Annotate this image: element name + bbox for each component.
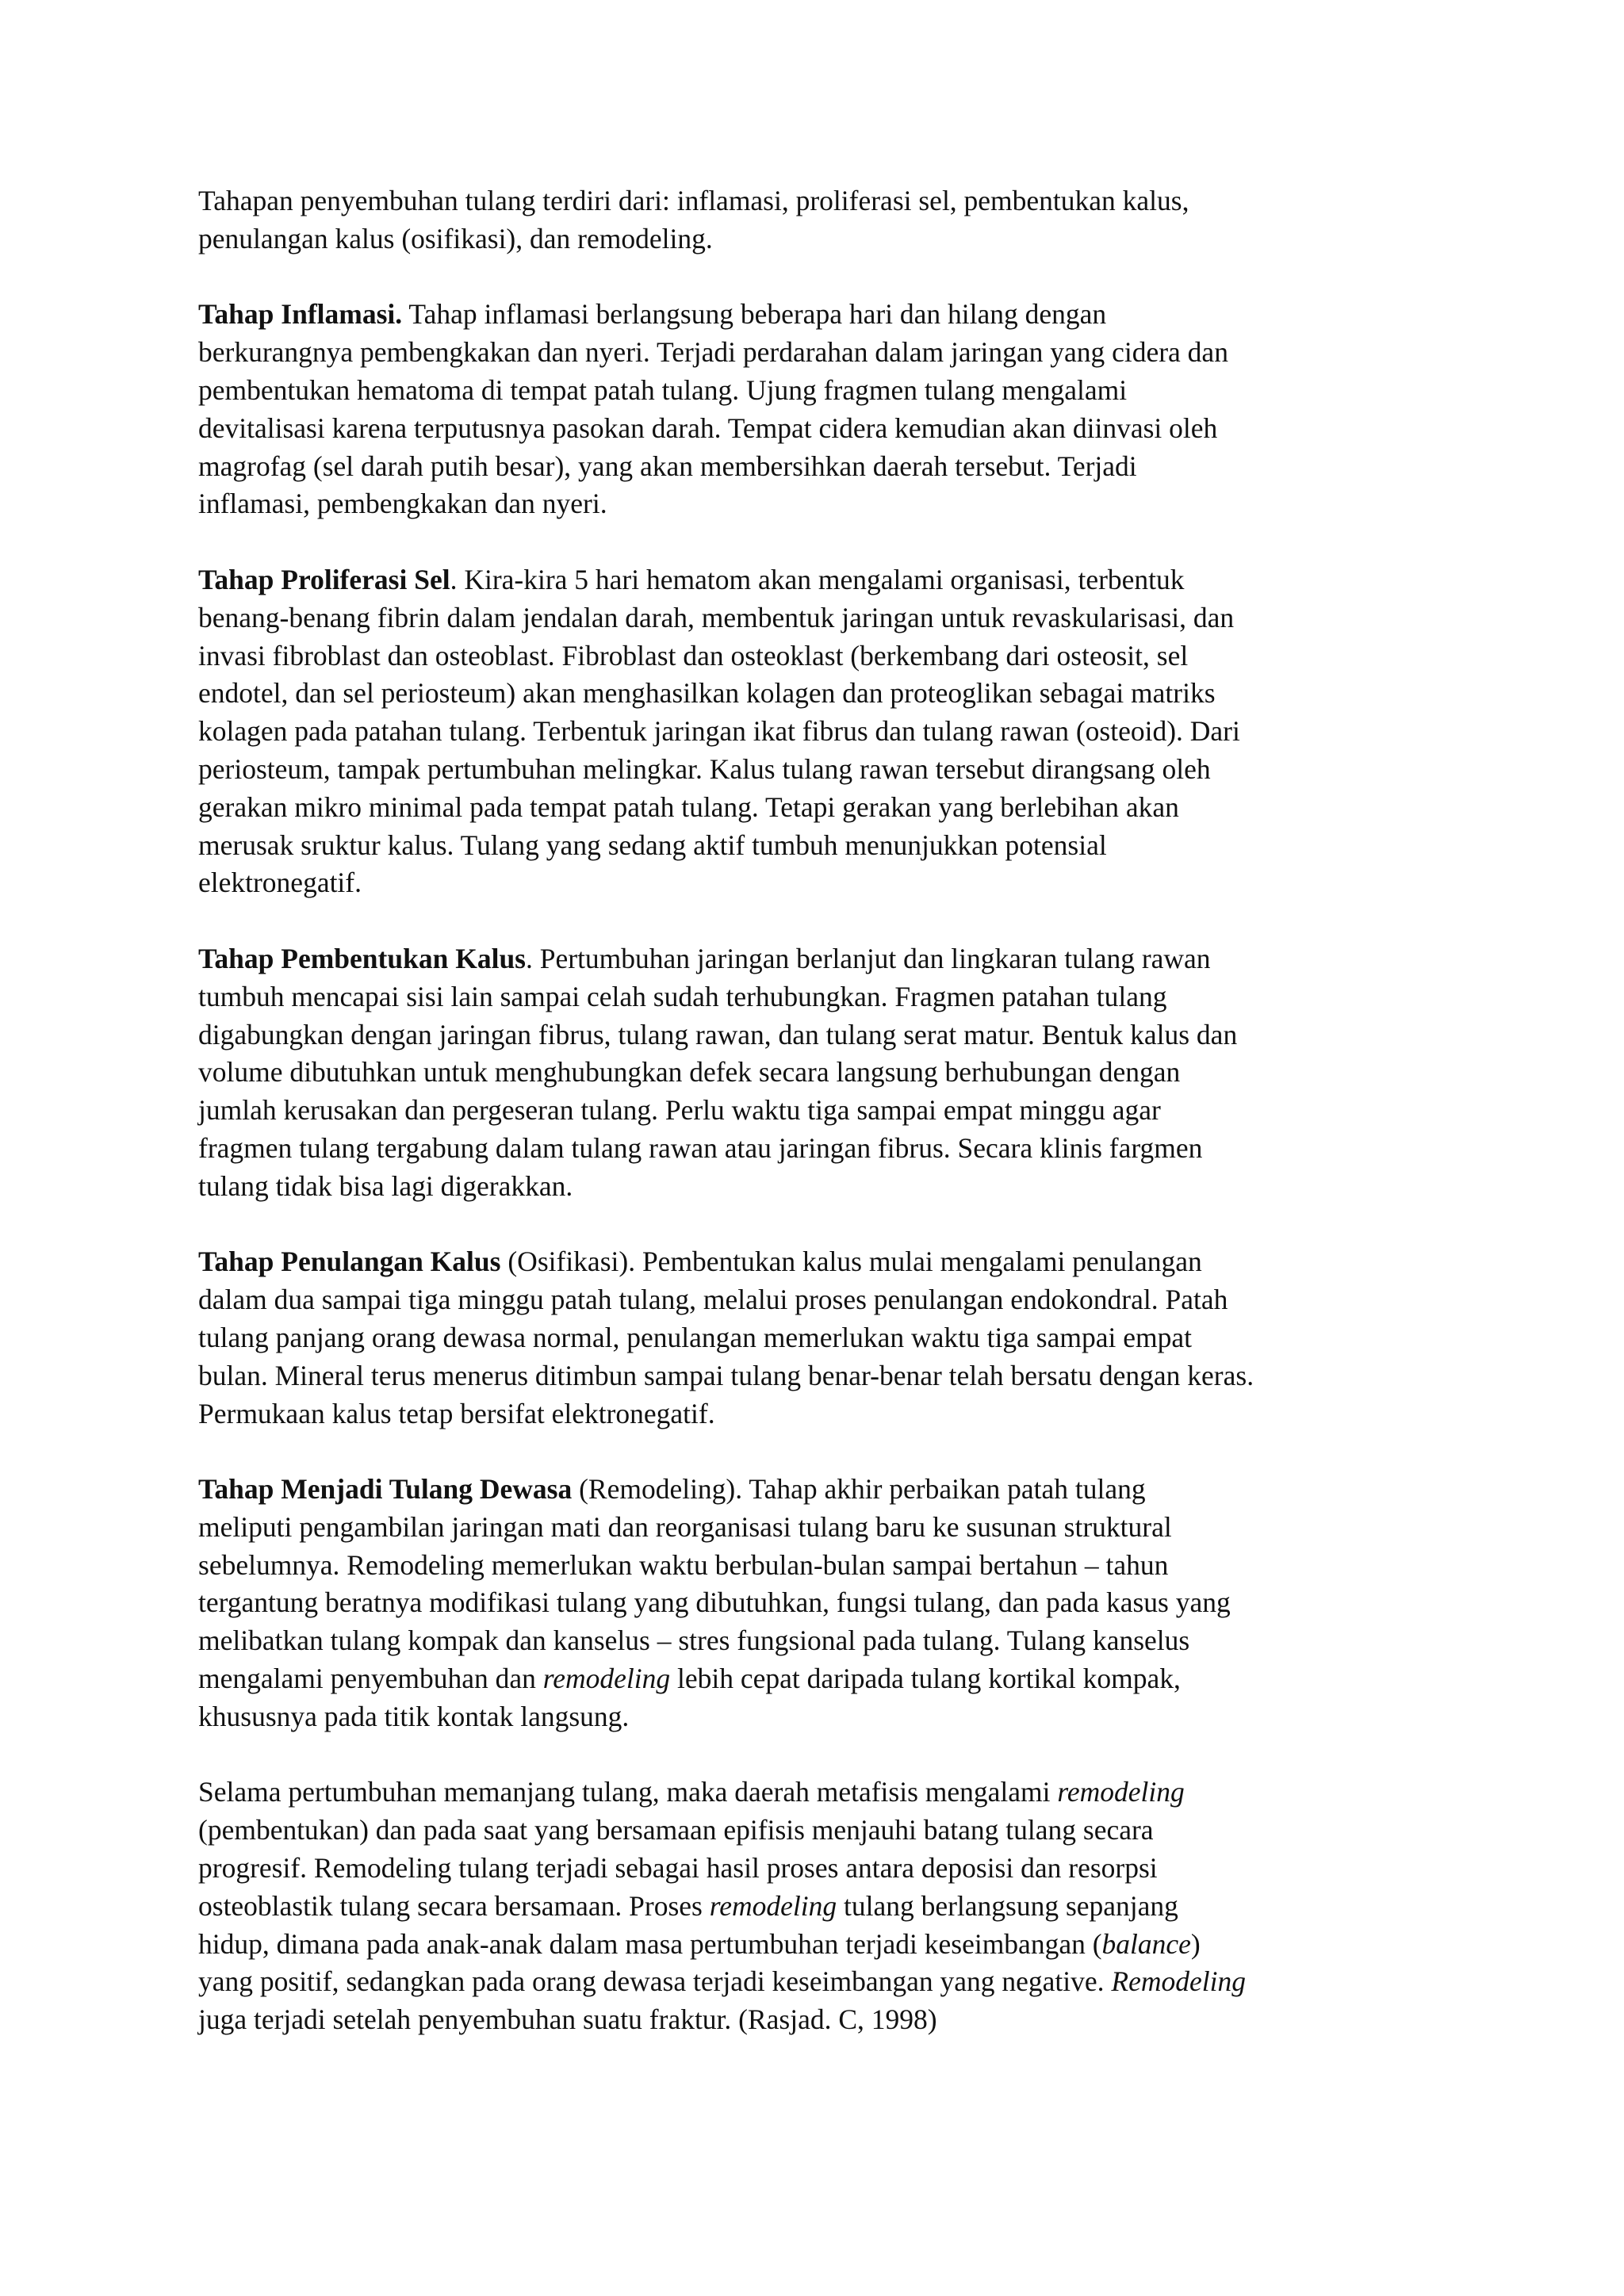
remodeling-body-part-2: lebih cepat daripada tulang kortikal kompak, khususnya pada titik kontak langsung. — [198, 1663, 1181, 1732]
closing-text-3: tulang berlangsung sepanjang hidup, dimana pada anak-anak dalam masa pertumbuhan terjadi keseimbangan ( — [198, 1889, 1178, 1960]
inflamasi-heading: Tahap Inflamasi. — [198, 298, 403, 331]
closing-italic-3: balance — [1101, 1927, 1191, 1960]
remodeling-paragraph — [198, 1471, 1447, 1736]
closing-text-1: Selama pertumbuhan memanjang tulang, maka daerah metafisis mengalami — [198, 1776, 1058, 1808]
proliferasi-heading: Tahap Proliferasi Sel — [198, 563, 450, 595]
penulangan-kalus-heading: Tahap Penulangan Kalus — [198, 1246, 501, 1278]
pembentukan-kalus-paragraph — [198, 940, 1447, 1206]
proliferasi-paragraph — [198, 561, 1447, 902]
pembentukan-kalus-heading: Tahap Pembentukan Kalus — [198, 942, 526, 974]
inflamasi-body: Tahap inflamasi berlangsung beberapa hari dan hilang dengan berkurangnya pembengkakan dan nyeri. Terjadi perdarahan dalam jaringan yang cidera dan pembentukan hematoma di tempat patah tulang. Ujung fragmen tulang mengalami devitalisasi karena terputusnya pasokan darah. Tempat cidera kemudian akan diinvasi oleh magrofag (sel darah putih besar), yang akan membersihkan daerah tersebut. Terjadi inflamasi, pembengkakan dan nyeri. — [198, 298, 1228, 520]
closing-italic-2: remodeling — [709, 1889, 837, 1922]
penulangan-kalus-body: (Osifikasi). Pembentukan kalus mulai mengalami penulangan dalam dua sampai tiga minggu patah tulang, melalui proses penulangan endokondral. Patah tulang panjang orang dewasa normal, penulangan memerlukan waktu tiga sampai empat bulan. Mineral terus menerus ditimbun sampai tulang benar-benar telah bersatu dengan keras. Permukaan kalus tetap bersifat elektronegatif. — [198, 1246, 1254, 1429]
remodeling-body-part-1: (Remodeling). Tahap akhir perbaikan patah tulang meliputi pengambilan jaringan mati dan reorganisasi tulang baru ke susunan struktural sebelumnya. Remodeling memerlukan waktu berbulan-bulan sampai bertahun – tahun tergantung beratnya modifikasi tulang yang dibutuhkan, fungsi tulang, dan pada kasus yang melibatkan tulang kompak dan kanselus – stres fungsional pada tulang. Tulang kanselus mengalami penyembuhan dan — [198, 1473, 1231, 1695]
closing-italic-4: Remodeling — [1111, 1965, 1246, 1998]
intro-text: Tahapan penyembuhan tulang terdiri dari: inflamasi, proliferasi sel, pembentukan kalus, penulangan kalus (osifikasi), dan remodeling. — [198, 185, 1189, 254]
intro-paragraph — [198, 182, 1447, 258]
closing-paragraph — [198, 1774, 1447, 2039]
closing-text-2: (pembentukan) dan pada saat yang bersamaan epifisis menjauhi batang tulang secara progresif. Remodeling tulang terjadi sebagai hasil proses antara deposisi dan resorpsi osteoblastik tulang secara bersamaan. Proses — [198, 1814, 1158, 1922]
pembentukan-kalus-body: . Pertumbuhan jaringan berlanjut dan lingkaran tulang rawan tumbuh mencapai sisi lain sampai celah sudah terhubungkan. Fragmen patahan tulang digabungkan dengan jaringan fibrus, tulang rawan, dan tulang serat matur. Bentuk kalus dan volume dibutuhkan untuk menghubungkan defek secara langsung berhubungan dengan jumlah kerusakan dan pergeseran tulang. Perlu waktu tiga sampai empat minggu agar fragmen tulang tergabung dalam tulang rawan atau jaringan fibrus. Secara klinis fargmen tulang tidak bisa lagi digerakkan. — [198, 942, 1238, 1202]
closing-italic-1: remodeling — [1057, 1776, 1185, 1808]
remodeling-heading: Tahap Menjadi Tulang Dewasa — [198, 1473, 573, 1506]
remodeling-italic-term: remodeling — [542, 1663, 671, 1695]
closing-text-4: ) yang positif, sedangkan pada orang dewasa terjadi keseimbangan yang negative. — [198, 1927, 1201, 1998]
inflamasi-paragraph — [198, 296, 1447, 523]
closing-text-5: juga terjadi setelah penyembuhan suatu fraktur. (Rasjad. C, 1998) — [198, 2003, 937, 2036]
proliferasi-body: . Kira-kira 5 hari hematom akan mengalami organisasi, terbentuk benang-benang fibrin dalam jendalan darah, membentuk jaringan untuk revaskularisasi, dan invasi fibroblast dan osteoblast. Fibroblast dan osteoklast (berkembang dari osteosit, sel endotel, dan sel periosteum) akan menghasilkan kolagen dan proteoglikan sebagai matriks kolagen pada patahan tulang. Terbentuk jaringan ikat fibrus dan tulang rawan (osteoid). Dari periosteum, tampak pertumbuhan melingkar. Kalus tulang rawan tersebut dirangsang oleh gerakan mikro minimal pada tempat patah tulang. Tetapi gerakan yang berlebihan akan merusak sruktur kalus. Tulang yang sedang aktif tumbuh menunjukkan potensial elektronegatif. — [198, 563, 1240, 899]
document-page — [198, 182, 1447, 2039]
penulangan-kalus-paragraph — [198, 1243, 1447, 1433]
